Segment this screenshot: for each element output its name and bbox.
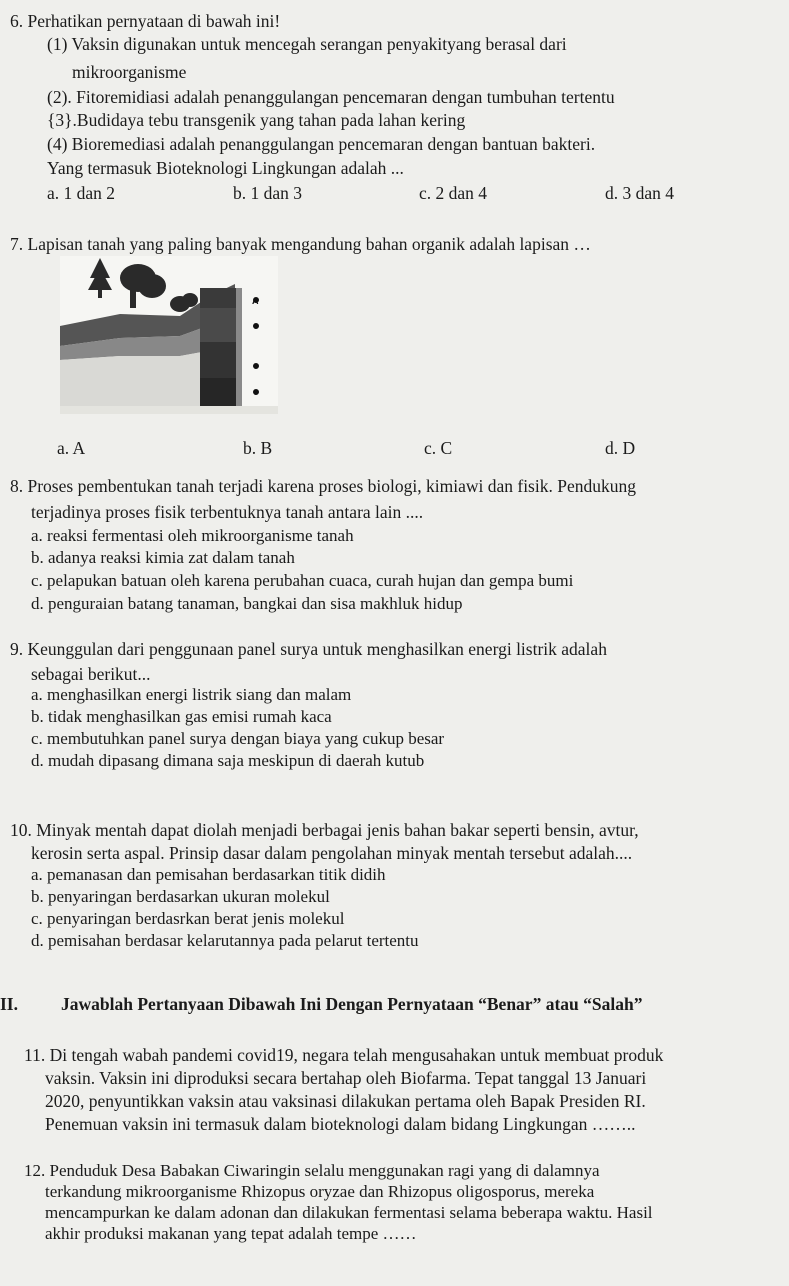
q6-statement-3: {3}.Budidaya tebu transgenik yang tahan pada lahan kering xyxy=(47,110,466,130)
q6-statement-1: (1) Vaksin digunakan untuk mencegah serangan penyakityang berasal dari xyxy=(47,34,567,54)
q9-option-c[interactable]: c. membutuhkan panel surya dengan biaya yang cukup besar xyxy=(31,729,445,748)
q6-option-c[interactable]: c. 2 dan 4 xyxy=(419,183,488,203)
q9-option-a[interactable]: a. menghasilkan energi listrik siang dan malam xyxy=(31,685,352,704)
q11-line-4: Penemuan vaksin ini termasuk dalam bioteknologi dalam bidang Lingkungan …….. xyxy=(45,1114,636,1134)
q6-statement-4: (4) Bioremediasi adalah penanggulangan pencemaran dengan bantuan bakteri. xyxy=(47,134,596,154)
q6-option-b[interactable]: b. 1 dan 3 xyxy=(233,183,303,203)
q6-option-d[interactable]: d. 3 dan 4 xyxy=(605,183,675,203)
q7-option-d[interactable]: d. D xyxy=(605,438,636,458)
q10-option-b[interactable]: b. penyaringan berdasarkan ukuran molekul xyxy=(31,887,330,906)
q6-title: 6. Perhatikan pernyataan di bawah ini! xyxy=(10,11,281,31)
q7-option-a[interactable]: a. A xyxy=(57,438,86,458)
q8-option-a[interactable]: a. reaksi fermentasi oleh mikroorganisme tanah xyxy=(31,526,354,545)
section-number: II. xyxy=(0,994,18,1014)
q8-title-line-2: terjadinya proses fisik terbentuknya tanah antara lain .... xyxy=(31,502,424,522)
q12-line-1: 12. Penduduk Desa Babakan Ciwaringin selalu menggunakan ragi yang di dalamnya xyxy=(24,1161,600,1180)
q10-option-a[interactable]: a. pemanasan dan pemisahan berdasarkan titik didih xyxy=(31,865,386,884)
q12-line-3: mencampurkan ke dalam adonan dan dilakukan fermentasi selama beberapa waktu. Hasil xyxy=(45,1203,653,1222)
q11-line-1: 11. Di tengah wabah pandemi covid19, negara telah mengusahakan untuk membuat produk xyxy=(24,1045,664,1065)
q9-title-line-2: sebagai berikut... xyxy=(31,664,151,684)
q10-title-line-1: 10. Minyak mentah dapat diolah menjadi berbagai jenis bahan bakar seperti bensin, avtur, xyxy=(10,820,639,840)
layer-label-a: A xyxy=(252,296,259,306)
q6-option-a[interactable]: a. 1 dan 2 xyxy=(47,183,116,203)
q10-title-line-2: kerosin serta aspal. Prinsip dasar dalam pengolahan minyak mentah tersebut adalah.... xyxy=(31,843,633,863)
soil-profile-figure xyxy=(60,256,278,414)
q9-option-d[interactable]: d. mudah dipasang dimana saja meskipun di daerah kutub xyxy=(31,751,425,770)
q12-line-2: terkandung mikroorganisme Rhizopus oryzae dan Rhizopus oligosporus, mereka xyxy=(45,1182,595,1201)
q7-option-c[interactable]: c. C xyxy=(424,438,453,458)
q9-title-line-1: 9. Keunggulan dari penggunaan panel surya untuk menghasilkan energi listrik adalah xyxy=(10,639,607,659)
q9-option-b[interactable]: b. tidak menghasilkan gas emisi rumah kaca xyxy=(31,707,332,726)
q8-option-c[interactable]: c. pelapukan batuan oleh karena perubahan cuaca, curah hujan dan gempa bumi xyxy=(31,571,574,590)
q8-option-d[interactable]: d. penguraian batang tanaman, bangkai dan sisa makhluk hidup xyxy=(31,594,463,613)
q11-line-2: vaksin. Vaksin ini diproduksi secara bertahap oleh Biofarma. Tepat tanggal 13 Januari xyxy=(45,1068,647,1088)
q10-option-d[interactable]: d. pemisahan berdasar kelarutannya pada pelarut tertentu xyxy=(31,931,419,950)
q12-line-4: akhir produksi makanan yang tepat adalah tempe …… xyxy=(45,1224,417,1243)
q8-title-line-1: 8. Proses pembentukan tanah terjadi karena proses biologi, kimiawi dan fisik. Pendukung xyxy=(10,476,636,496)
q7-option-b[interactable]: b. B xyxy=(243,438,273,458)
q6-question: Yang termasuk Bioteknologi Lingkungan adalah ... xyxy=(47,158,404,178)
q6-statement-2: (2). Fitoremidiasi adalah penanggulangan pencemaran dengan tumbuhan tertentu xyxy=(47,87,615,107)
q8-option-b[interactable]: b. adanya reaksi kimia zat dalam tanah xyxy=(31,548,295,567)
q11-line-3: 2020, penyuntikkan vaksin atau vaksinasi dilakukan pertama oleh Bapak Presiden RI. xyxy=(45,1091,646,1111)
q6-statement-1-cont: mikroorganisme xyxy=(72,62,187,82)
q7-title: 7. Lapisan tanah yang paling banyak mengandung bahan organik adalah lapisan … xyxy=(10,234,591,254)
q10-option-c[interactable]: c. penyaringan berdasrkan berat jenis molekul xyxy=(31,909,345,928)
section-heading: Jawablah Pertanyaan Dibawah Ini Dengan Pernyataan “Benar” atau “Salah” xyxy=(61,994,643,1014)
